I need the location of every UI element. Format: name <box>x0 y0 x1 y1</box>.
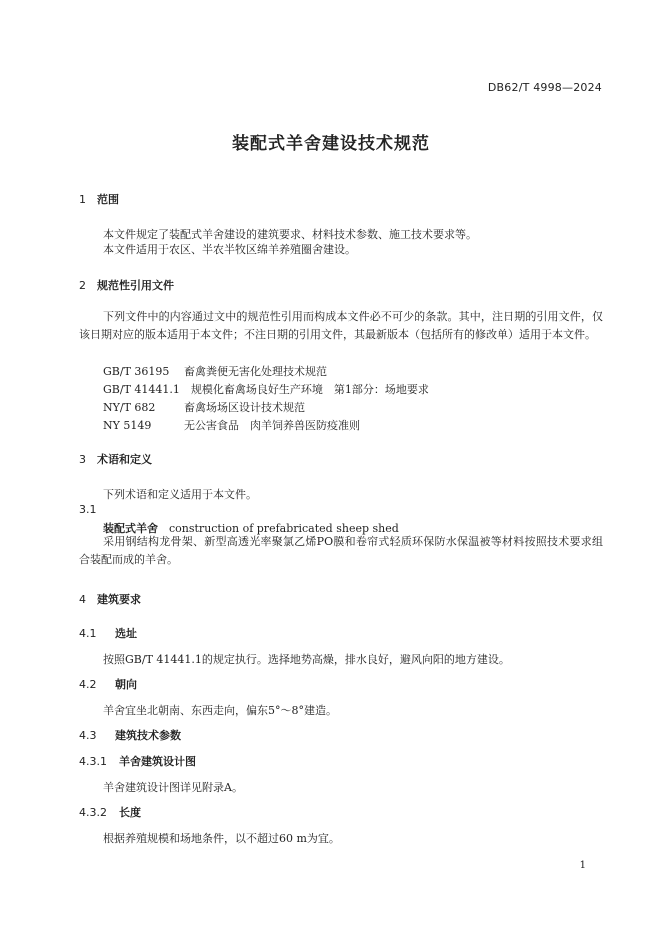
design-drawing-text: 羊舍建筑设计图详见附录A。 <box>103 781 243 794</box>
term-chinese: 装配式羊舍 <box>103 522 158 535</box>
terms-intro: 下列术语和定义适用于本文件。 <box>103 488 257 501</box>
section-4-heading <box>79 591 141 607</box>
section-title: 长度 <box>119 806 141 819</box>
orientation-text: 羊舍宜坐北朝南、东西走向，偏东5°～8°建造。 <box>103 704 337 717</box>
section-1-heading <box>79 191 119 207</box>
scope-paragraph-1: 本文件规定了装配式羊舍建设的建筑要求、材料技术参数、施工技术要求等。 <box>103 228 477 241</box>
section-4-3-heading <box>79 727 181 743</box>
section-4-3-2-heading <box>79 804 141 820</box>
section-title: 建筑技术参数 <box>115 729 181 742</box>
section-number: 2 <box>79 279 86 292</box>
section-number: 4.3.1 <box>79 755 107 768</box>
reference-code: GB/T 36195 <box>103 365 170 378</box>
reference-name: 无公害食品 肉羊饲养兽医防疫准则 <box>184 419 360 432</box>
reference-item <box>103 417 360 433</box>
section-number: 3 <box>79 453 86 466</box>
reference-item <box>103 381 429 397</box>
section-title: 建筑要求 <box>97 593 141 606</box>
standard-number: DB62/T 4998—2024 <box>487 81 602 94</box>
term-english: construction of prefabricated sheep shed <box>169 522 399 535</box>
section-number: 4 <box>79 593 86 606</box>
reference-code: NY/T 682 <box>103 401 156 414</box>
reference-item <box>103 399 305 415</box>
reference-name: 畜禽场场区设计技术规范 <box>184 401 305 414</box>
section-number: 4.3.2 <box>79 806 107 819</box>
reference-code: GB/T 41441.1 <box>103 383 180 396</box>
section-number: 4.3 <box>79 729 97 742</box>
scope-paragraph-2: 本文件适用于农区、半农半牧区绵羊养殖圈舍建设。 <box>103 243 356 256</box>
length-text: 根据养殖规模和场地条件，以不超过60 m为宜。 <box>103 832 340 845</box>
section-4-3-1-heading <box>79 753 196 769</box>
section-number: 4.2 <box>79 678 97 691</box>
reference-code: NY 5149 <box>103 419 152 432</box>
page-number: 1 <box>579 860 586 871</box>
section-title: 选址 <box>115 627 137 640</box>
reference-item <box>103 363 327 379</box>
section-title: 规范性引用文件 <box>97 279 174 292</box>
document-title: 装配式羊舍建设技术规范 <box>232 134 430 154</box>
reference-name: 规模化畜禽场良好生产环境 第1部分：场地要求 <box>190 383 429 396</box>
site-selection-text: 按照GB/T 41441.1的规定执行。选择地势高燥，排水良好，避风向阳的地方建设。 <box>103 653 510 666</box>
reference-name: 畜禽粪便无害化处理技术规范 <box>184 365 327 378</box>
section-4-2-heading <box>79 676 137 692</box>
section-title: 朝向 <box>115 678 137 691</box>
section-title: 羊舍建筑设计图 <box>119 755 196 768</box>
term-definition: 采用钢结构龙骨架、新型高透光率聚氯乙烯PO膜和卷帘式轻质环保防水保温被等材料按照技术要求组合装配而成的羊舍。 <box>79 535 603 566</box>
section-title: 范围 <box>97 193 119 206</box>
references-intro: 下列文件中的内容通过文中的规范性引用而构成本文件必不可少的条款。其中，注日期的引用文件，仅该日期对应的版本适用于本文件；不注日期的引用文件，其最新版本（包括所有的修改单）适用于本文件。 <box>79 310 603 341</box>
section-title: 术语和定义 <box>97 453 152 466</box>
term-number: 3.1 <box>79 503 97 516</box>
section-4-1-heading <box>79 625 137 641</box>
section-2-heading <box>79 277 174 293</box>
section-number: 4.1 <box>79 627 97 640</box>
section-3-heading <box>79 451 152 467</box>
section-number: 1 <box>79 193 86 206</box>
